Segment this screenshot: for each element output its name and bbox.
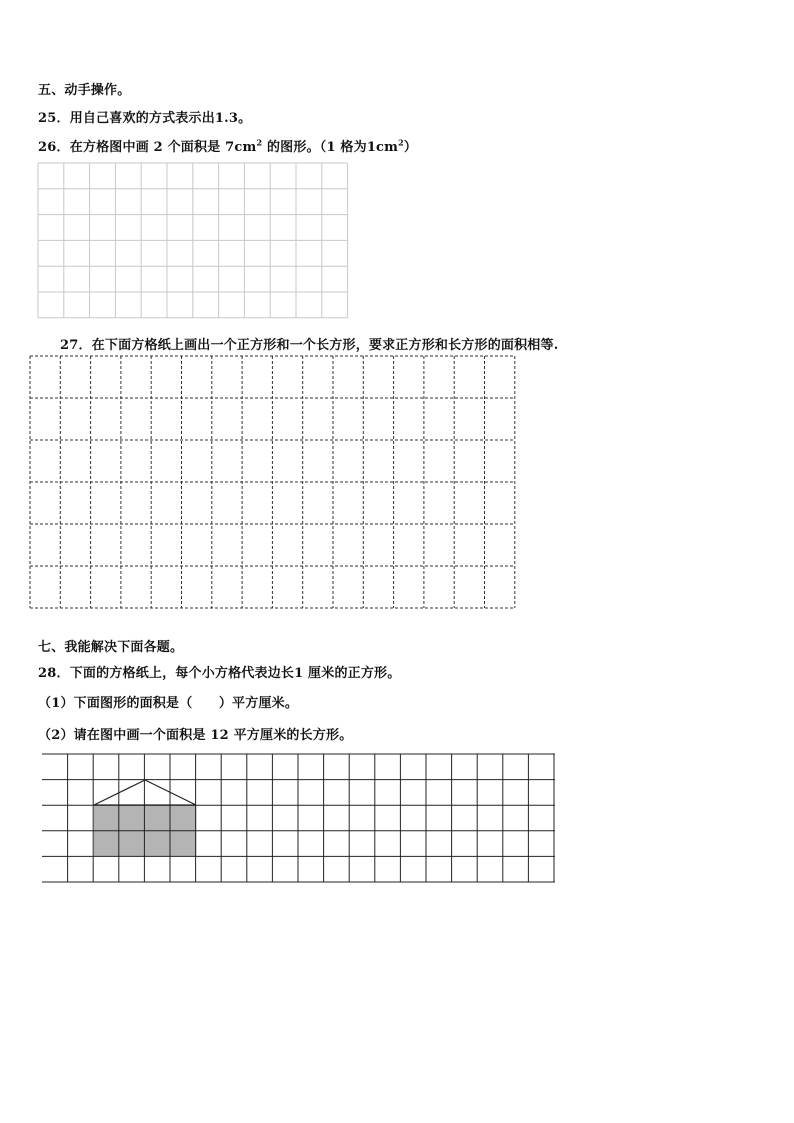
question-28-part2: （2）请在图中画一个面积是 12 平方厘米的长方形。 (38, 728, 353, 743)
section7-heading: 七、我能解决下面各题。 (38, 640, 184, 655)
question-26 (38, 136, 417, 155)
question-28: 28．下面的方格纸上，每个小方格代表边长1 厘米的正方形。 (38, 666, 401, 681)
grid-26[interactable] (38, 163, 348, 319)
q26-sup2: 2 (398, 137, 404, 148)
grid-28[interactable] (42, 754, 556, 884)
q26-text-middle: 的图形。（1 格为1cm (262, 140, 399, 155)
section5-heading: 五、动手操作。 (38, 83, 131, 98)
q26-text-before: 26．在方格图中画 2 个面积是 7cm (38, 140, 257, 155)
question-27: 27．在下面方格纸上画出一个正方形和一个长方形，要求正方形和长方形的面积相等. (60, 338, 559, 353)
question-25: 25．用自己喜欢的方式表示出1.3。 (38, 111, 252, 126)
house-roof (94, 780, 196, 805)
grid-27[interactable] (30, 356, 516, 611)
q26-text-after: ） (403, 140, 418, 155)
question-28-part1: （1）下面图形的面积是（ ）平方厘米。 (38, 696, 299, 711)
q26-sup1: 2 (256, 137, 263, 148)
